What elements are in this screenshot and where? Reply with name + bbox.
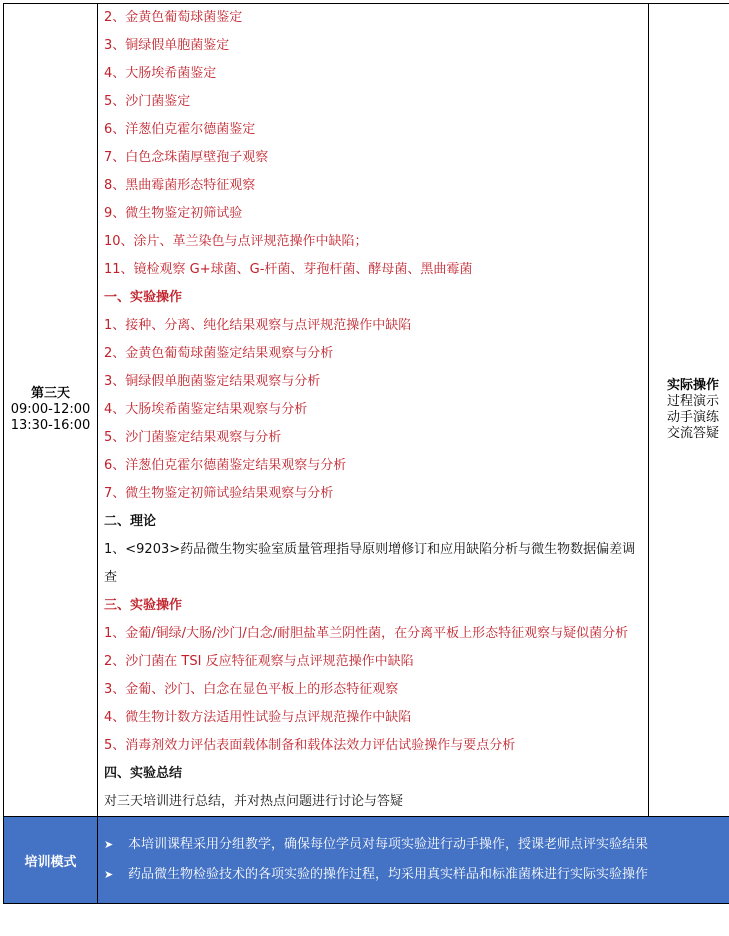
training-mode-item — [104, 860, 729, 890]
method-cell — [649, 4, 729, 817]
time-afternoon: 13:30-16:00 — [10, 418, 91, 433]
summary-item: 对三天培训进行总结，并对热点问题进行讨论与答疑 — [104, 794, 404, 809]
day-cell — [4, 4, 98, 817]
time-morning: 09:00-12:00 — [10, 402, 91, 417]
list-item: 9、微生物鉴定初筛试验 — [104, 206, 243, 221]
day-title: 第三天 — [30, 386, 70, 401]
list-item: 1、金葡/铜绿/大肠/沙门/白念/耐胆盐革兰阴性菌，在分离平板上形态特征观察与疑似菌分析 — [104, 626, 629, 641]
section-heading-experiment-1: 一、实验操作 — [104, 290, 183, 305]
method-line: 交流答疑 — [666, 426, 719, 441]
list-item: 5、沙门菌鉴定结果观察与分析 — [104, 430, 282, 445]
day-three-row — [4, 4, 729, 817]
list-item: 7、白色念珠菌厚壁孢子观察 — [104, 150, 269, 165]
arrow-bullet-icon: ➤ — [104, 838, 114, 851]
arrow-bullet-icon: ➤ — [104, 868, 114, 881]
method-title: 实际操作 — [666, 378, 719, 393]
schedule-table — [3, 3, 729, 904]
section-heading-summary: 四、实验总结 — [104, 766, 183, 781]
list-item: 2、金黄色葡萄球菌鉴定 — [104, 10, 243, 25]
list-item: 11、镜检观察 G+球菌、G-杆菌、芽孢杆菌、酵母菌、黑曲霉菌 — [104, 262, 473, 277]
list-item: 10、涂片、革兰染色与点评规范操作中缺陷； — [104, 234, 368, 249]
training-mode-text: 本培训课程采用分组教学，确保每位学员对每项实验进行动手操作，授课老师点评实验结果 — [128, 837, 649, 852]
section-heading-experiment-3: 三、实验操作 — [104, 598, 183, 613]
content-cell — [98, 4, 649, 817]
list-item: 2、沙门菌在 TSI 反应特征观察与点评规范操作中缺陷 — [104, 654, 414, 669]
list-item: 8、黑曲霉菌形态特征观察 — [104, 178, 256, 193]
training-mode-content — [98, 817, 729, 904]
list-item: 4、大肠埃希菌鉴定结果观察与分析 — [104, 402, 308, 417]
list-item: 3、铜绿假单胞菌鉴定 — [104, 38, 230, 53]
list-item: 5、沙门菌鉴定 — [104, 94, 191, 109]
list-item: 3、铜绿假单胞菌鉴定结果观察与分析 — [104, 374, 321, 389]
list-item: 4、微生物计数方法适用性试验与点评规范操作中缺陷 — [104, 710, 412, 725]
training-mode-label: 培训模式 — [4, 817, 98, 904]
list-item: 4、大肠埃希菌鉴定 — [104, 66, 217, 81]
method-line: 动手演练 — [666, 410, 719, 425]
list-item: 5、消毒剂效力评估表面载体制备和载体法效力评估试验操作与要点分析 — [104, 738, 516, 753]
list-item: 6、洋葱伯克霍尔德菌鉴定 — [104, 122, 256, 137]
training-mode-item — [104, 830, 729, 860]
list-item: 1、接种、分离、纯化结果观察与点评规范操作中缺陷 — [104, 318, 412, 333]
training-mode-text: 药品微生物检验技术的各项实验的操作过程，均采用真实样品和标准菌株进行实际实验操作 — [128, 867, 649, 882]
list-item: 6、洋葱伯克霍尔德菌鉴定结果观察与分析 — [104, 458, 347, 473]
list-item: 3、金葡、沙门、白念在显色平板上的形态特征观察 — [104, 682, 399, 697]
list-item: 2、金黄色葡萄球菌鉴定结果观察与分析 — [104, 346, 334, 361]
theory-item: 1、<9203>药品微生物实验室质量管理指导原则增修订和应用缺陷分析与微生物数据偏差调查 — [104, 542, 636, 585]
training-mode-row — [4, 817, 729, 904]
method-line: 过程演示 — [666, 394, 719, 409]
section-heading-theory: 二、理论 — [104, 514, 157, 529]
list-item: 7、微生物鉴定初筛试验结果观察与分析 — [104, 486, 334, 501]
